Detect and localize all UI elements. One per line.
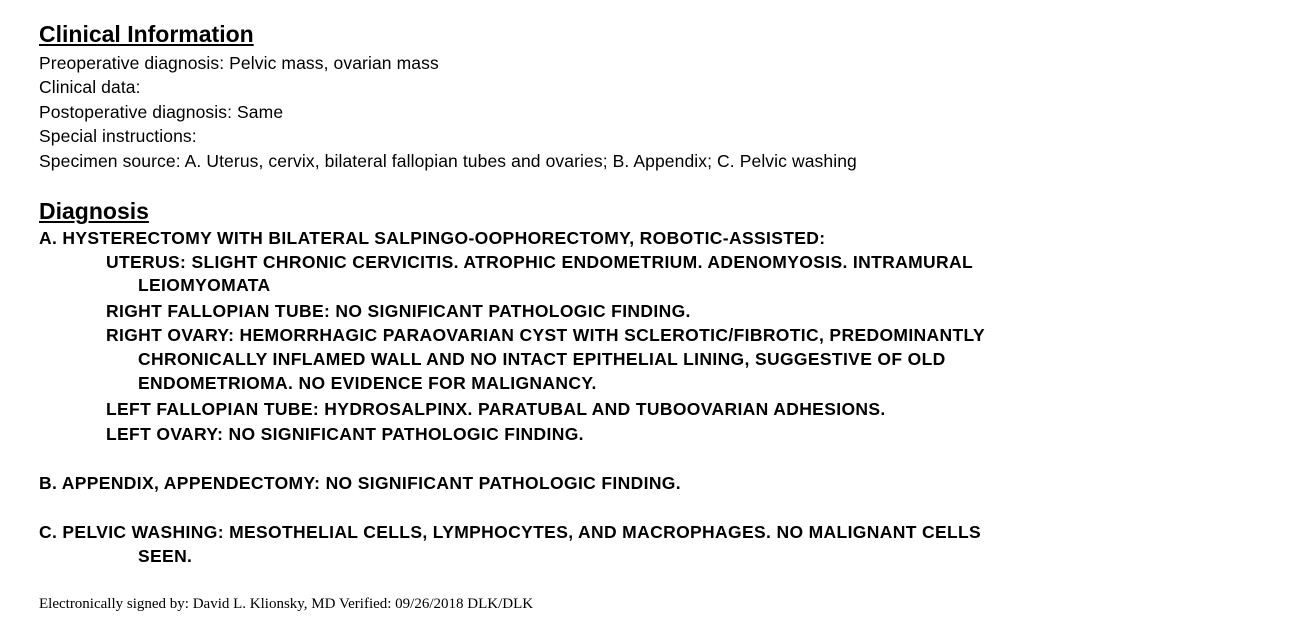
diagnosis-uterus-continued: LEIOMYOMATA [138,275,271,295]
specimen-source-line: Specimen source: A. Uterus, cervix, bilateral fallopian tubes and ovaries; B. Appendix; C. Pelvic washing [39,151,857,171]
diagnosis-left-ovary: LEFT OVARY: NO SIGNIFICANT PATHOLOGIC FINDING. [106,424,584,444]
diagnosis-c-continued: SEEN. [138,546,193,566]
diagnosis-heading: Diagnosis [39,198,149,224]
diagnosis-uterus: UTERUS: SLIGHT CHRONIC CERVICITIS. ATROPHIC ENDOMETRIUM. ADENOMYOSIS. INTRAMURAL [106,252,974,272]
diagnosis-right-ovary-continued-2: ENDOMETRIOMA. NO EVIDENCE FOR MALIGNANCY. [138,373,597,393]
clinical-information-heading: Clinical Information [39,21,254,47]
diagnosis-b: B. APPENDIX, APPENDECTOMY: NO SIGNIFICANT PATHOLOGIC FINDING. [39,473,681,493]
diagnosis-c: C. PELVIC WASHING: MESOTHELIAL CELLS, LYMPHOCYTES, AND MACROPHAGES. NO MALIGNANT CELLS [39,522,982,542]
diagnosis-a-title: A. HYSTERECTOMY WITH BILATERAL SALPINGO-OOPHORECTOMY, ROBOTIC-ASSISTED: [39,228,826,248]
diagnosis-left-fallopian-tube: LEFT FALLOPIAN TUBE: HYDROSALPINX. PARATUBAL AND TUBOOVARIAN ADHESIONS. [106,399,886,419]
postoperative-diagnosis-line: Postoperative diagnosis: Same [39,102,284,122]
preoperative-diagnosis-line: Preoperative diagnosis: Pelvic mass, ovarian mass [39,53,439,73]
diagnosis-right-ovary: RIGHT OVARY: HEMORRHAGIC PARAOVARIAN CYST WITH SCLEROTIC/FIBROTIC, PREDOMINANTLY [106,325,986,345]
diagnosis-right-ovary-continued-1: CHRONICALLY INFLAMED WALL AND NO INTACT EPITHELIAL LINING, SUGGESTIVE OF OLD [138,349,946,369]
clinical-data-line: Clinical data: [39,77,141,97]
special-instructions-line: Special instructions: [39,126,197,146]
electronic-signature: Electronically signed by: David L. Klionsky, MD Verified: 09/26/2018 DLK/DLK [39,596,534,612]
diagnosis-right-fallopian-tube: RIGHT FALLOPIAN TUBE: NO SIGNIFICANT PATHOLOGIC FINDING. [106,301,691,321]
